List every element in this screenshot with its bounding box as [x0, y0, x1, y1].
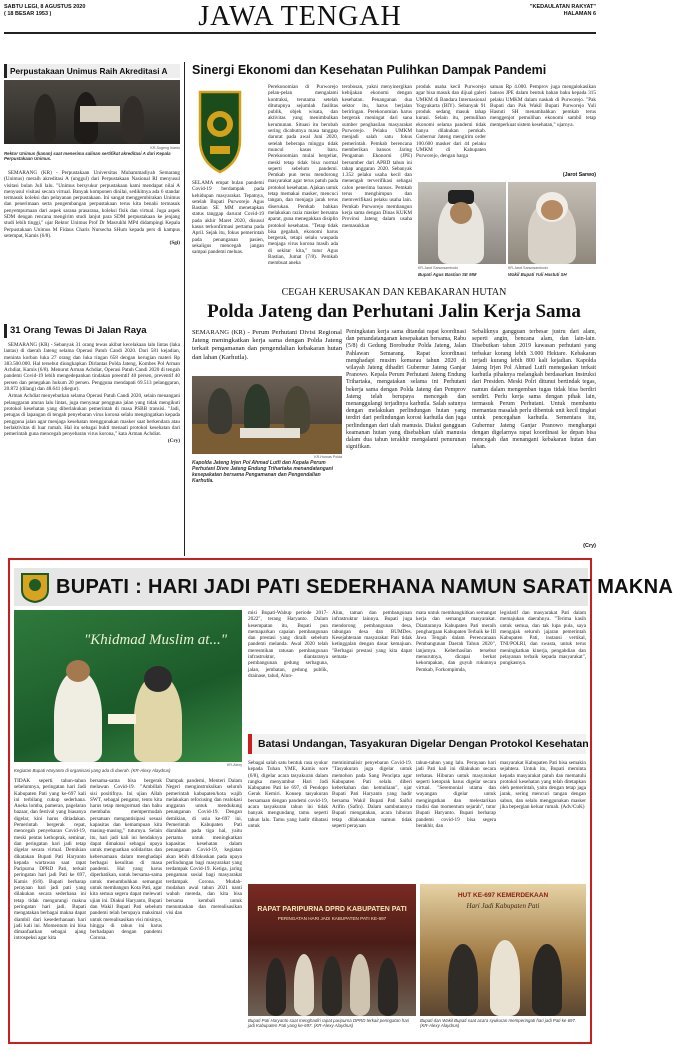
pati-hut-title: HUT KE-697 KEMERDEKAAN — [457, 892, 549, 899]
pati-col-d: misi Bupati-Wabup periode 2017-2022", terang Haryanto. Dalam kesempatan itu, Bupati pun memaparkan capaian pembangunan dan prestasi yang diraih sebelum pandemi melanda. Awal 2020 telah meresmikan ratusan pembangunan infrastruktur, diantaranya pembangunan gedung serbaguna, jalan, jembatan, gedung publik, drainase, talud, Alun- — [248, 610, 328, 679]
purworejo-caption-left: Bupati Agus Bastian SE MM — [418, 272, 477, 277]
pati-col-f: mata untuk membangkitkan semangat kerja dan semangat masyarakat. Diantaranya Kabupaten Pati meraih penghargaan Kabupaten Terbaik ke III Jawa Tengah dalam Perencanaan Pembangunan Daerah Tahun 2020", lanjutnya. Keberhasilan tersebut menurutnya, dicapai berkat kekompakan, dan guyub rukunnya Pemkab, Forkompimda, — [416, 610, 496, 673]
masthead-title: JAWA TENGAH — [198, 1, 402, 32]
purworejo-col4: satuan Rp 4.000. Pemprov juga mengalokasikan bansos JPE dalam bentuk bahan baku kepada 315 pelaku UMKM dalam naskah di Purworejo. "Pak Bupati dan Pak Wakil Bupati Purworejo Yuli Hastuti SH menambahkan pemkab terus menggenjot pemulihan ekonomi sambil tetap memperkuat sistem kesehatan," ujarnya. — [490, 84, 596, 128]
polda-photo — [192, 376, 342, 454]
pati-logo — [18, 570, 52, 604]
pati-banner — [14, 568, 673, 606]
kecelakaan-body: SEMARANG (KR) - Sebanyak 31 orang tewas akibat kecelakaan lalu lintas (laka lantas) di daerah Jateng selama Operasi Patuh Candi 2020. Dari 581 kejadian, meninta korban luka 27 orang dan luka ringan 658 dengan kerugian materi Rp 383.500.000. Hal tersebut diungkapkan Dirlantas Polda Jateng, Kombes Pol Arman Achdiat, Kamis (6/8). Menurut Arman Achdiat, Operasi Patuh Candi 2020 di tengah pandemi Covid-19 lebih mengedepankan tindakan preemtif 40 persen, preventif 40 persen dan penegakan hukum 20 persen. Pengguna mendapati 69.513 pelanggaran, 20.872 (dilang) dan 48.641 (diegur). Arman Achdiat menyebutkan selama Operasi Patuh Candi 2020, selain menangani pelanggaran aturan lalu lintas, juga menyasar pengguna jalan yang tidak mengikuti protokol kesehatan yang diberlakukan pemerintah di masa PSBB transisi. "Jadi, petugas di lapangan di tengah penyebaran virus korona selalu mengingatkan kepada pengguna jalan agar menjaga kesehatan menggunakan masker saat berkendara atau berlaktivitas di luar rumah. Hal itu sebagai bukti menaati protokol kesehatan dari pemerintah guna mencegah penyebaran virus korona," kata Arman Achdiat. (Cry) — [4, 342, 180, 445]
polda-caption: Kapolda Jateng Irjen Pol Ahmad Lutfi dan Kepala Perum Perhutani Divre Jateng Endung Trihartaka menandatangani kesepakatan bersama Pengamanan dan Pengendalian Karhutla. — [192, 460, 334, 484]
purworejo-caption-right: Wakil Bupati Yuli Hastuti SH — [508, 272, 567, 277]
purworejo-credit-right: KR-Jarot Sarwosambodo — [508, 266, 549, 270]
pati-rapat-caption: Bupati Pati Haryanto saat menghadiri rapat paripurna DPRD terkait peringatan hari jadi Kabupaten Pati yang ke-697. (KR-Alexy Alaydrus) — [248, 1018, 410, 1029]
pati-subheading: Batasi Undangan, Tasyakuran Digelar Dengan Protokol Kesehatan — [248, 734, 586, 754]
pati-sub-col2: meminimalisir penyebaran Covid-19. "Tasyakuran juga digelar untuk memohon pada Sang Pencipta agar Kabupaten Pati selalu diberi keberkahan dan kemuliaan", ujar Bupati Pati Haryanto yang hadir bersama Wakil Bupati Pati Saiful Arifin (Safin). Dalam sambutannya Bupati mengatakan, acara hiburan tetap dilaksanakan namun tidak seperti perayaan — [332, 760, 412, 829]
purworejo-credit-left: KR-Jarot Sarwosambodo — [418, 266, 459, 270]
unimus-caption: Rektor Unimus (kanan) saat menerima salinan sertifikat akreditasi A dari Kepala Perpustakaan Unimus. — [4, 151, 171, 162]
polda-credit: KR-Humas Polda — [314, 455, 342, 459]
purworejo-col1: Perekonomian di Purworejo pelan-pelan mengalami kontraksi, terutama setelah ditutupnya sejumlah fasilitas publik, objek wisata, dan aktivitas yang menimbulkan kerumunan. Situasi itu berubah sering dicabutnya masa tanggap darurat pada awal Juni 2020, setelah beberapa minggu tidak muncul kasus baru. Perekonomian mulai bergeliat, meski tetap tidak bisa normal seperti sebelum pandemi. Pemkab pun terus mendorong masyarakat agar terus patuh pada protokol kesehatan. Ajakan untuk tetap memakai masker, mencuci tangan, dan menjaga jarak terus diserukan. Pemkab bahkan melakukan razia masker bersama aparat, guna menegakkan disiplin protokol kesehatan. "Tetap tidak bisa gegabah, ekonomi harus bergerak, tetapi selalu waspada menjaga virus korona masih ada di sekitar kita," tutur Agus Bastian, Jumat (7/8). Pemkab membuat aneka — [268, 84, 338, 267]
masthead-rule — [4, 32, 596, 34]
purworejo-col3: produk usaha kecil Purworejo agar bisa masuk dan dijual galeri UMKM di Bandara Internasional Yogyakarta (BIY). Sebanyak 91 produk sedang masuk tahap kurasi. Selain itu, pemulihan ekonomi selama pandemi tidak hanya dilakukan pemkab. Gubernur Jateng mengirim order 100.600 masker dari 44 pelaku UMKM di Kabupaten Purworejo, dengan harga — [416, 84, 486, 160]
pati-rapat-photo — [248, 884, 416, 1016]
pati-rapat-subtitle: PERINGATAN HARI JADI KABUPATEN PATI KE-697 — [277, 916, 387, 921]
purworejo-sign: (Jarot Sarwo) — [562, 172, 596, 178]
pati-photo-caption: Kegiatan Bupati Haryanto di organisasi yang ada di daerah. (KR-Alexy Alaydrus) — [14, 768, 171, 773]
pati-sub-col4: masyarakat Kabupaten Pati bisa semakin sejahtera. Untuk itu, Bupati meminta kepada masyarakat patuh dan mematuhi protokol kesehatan yang telah ditetapkan oleh pemerintah, yaitu dengan tetap jaga jarak, sering mencuci tangan dengan sabun, dan selalu menggunakan masker jika bepergian keluar rumah. (Adv/CuK) — [500, 760, 586, 811]
masthead-year-code: ( 18 BESAR 1953 ) — [4, 11, 52, 17]
unimus-body: SEMARANG (KR) - Perpustakaan Universitas Muhammadiyah Semarang (Unimus) meraih akreditasi A (unggul) dari Perpustakaan Nasional RI menyusul visitasi bulan Juli lalu. "Unimus bersyukur perpustakaan kami mendapat nilai A menyusul visitasi secara virtual. Banyak komponen dinilai, sedikitnya ada 6 standar termasuk koleksi dan pelayanan perpustakaan. Ini sangat menggembirakan Unimus dan penerimaan serta pengembangan perpustakaan terus kita benahi termasuk penyempurnaan dari aspek sarana prasarana, koleksi fisik dan virtual. Juga aspek SDM dengan rencana mengirim studi lanjut para SDM perpustakaan ke jenjang studi lebih tinggi," ujar Rektor Unimus Prof Dr Masrukhi MPd didampingi Kepala Perpustakaan Unimus M Fidaus Charis Nursecha SHum kepada pers di kampus setempat, Kamis (6/8). (Sgi) — [4, 170, 180, 247]
polda-col2: Sebaliknya gangguan terbesar justru dari alam, seperti angin, bencana alam, dan lain-lain. Disebutkan tahun 2019 kawasan perhutani yang terbakar korang lebih 3.000 Hektare. Kebakaran terjadi kurang lebih 800 kali kejadian. Kapolda Jateng Irjen Pol Ahmad Lutfi menegaskan terkait karhutla pihaknya melangkah berdasarkan Instruksi dari Presiden. Meski Polri ditunut bertindak tegas, namun dalam mengemban tugas tidak bisa berdiri sendiri. Perlu kerja sama dengan pihak lain, termasuk Perum Perhutani. Untuk membantu memantau masalah perlu dibentuk unit kecil tingkat untuk pencegahan karhutla. Sementara itu, Gubernur Jateng Ganjar Pranowo menghargai dengan digelarnya rapat koordinasi ke depan bisa mencegah dan menangani kebakaran hutan dan lahan. — [472, 329, 596, 451]
pati-col-b: bersama-sama bisa bergerak melawan Covid-19. "Ambillah sisi positifnya. Ini ujian Allah SWT, sebagai pengatur, tentu kita harus tetap mengormati dan bahu membahu mempermudah persatuan mengantisipasi sesuai kapasitas dan kemampuan kita masing-masing," tuturnya. Selain itu, hari jadi kali ini hendaknya dapat dimaknai sebagai upaya untuk menguatkan solidaritas dan kebersamaan dalam menghadapi berbagai kesulitan di masa pandemi. Hal yang harus diperhatikan, untuk bersama-sama untuk menumbuhkan semangat untuk membangun Kota Pati, agar kita semua segera dapat melewati ujian ini. Diakui Haryanto, Bupati dan Wakil Bupati Pati sebelum pandemi telah berupaya maksimal untuk merealisasikan visi misinya, hingga di tahun ini harus berhadapan dengan pandemi Corona. — [90, 778, 162, 942]
purworejo-headline: Sinergi Ekonomi dan Kesehatan Pulihkan Dampak Pandemi — [192, 63, 547, 77]
purworejo-wabup-photo — [508, 182, 596, 264]
unimus-photo-credit: KR-Sugeng Irianto — [150, 146, 180, 150]
purworejo-logo — [192, 84, 248, 176]
pati-banner-title: BUPATI : HARI JADI PATI SEDERHANA NAMUN SARAT MAKNA — [56, 576, 673, 598]
unimus-photo — [4, 80, 180, 144]
pati-box — [8, 558, 673, 1044]
pati-col-g: legislatif dan masyarakat Pati dalam memajukan daerahnya. "Terima kasih untuk semua, dan tak lupa pula, saya mengajak seluruh jajaran pemerintah Kabupaten Pati, instansi vertikal, TNI/POLRI, dan swasta, untuk terus meningkatkan kinerja, pengabdian dan pelayanan terbaik kepada masyarakat", pungkasnya. — [500, 610, 586, 667]
pati-hut-subtitle: Hari Jadi Kabupaten Pati — [466, 902, 540, 910]
purworejo-bupati-photo — [418, 182, 506, 264]
pati-photo-text: "Khidmad Muslim at..." — [84, 632, 228, 648]
column-divider — [184, 62, 185, 556]
pati-sub-col3: tahun-tahun yang lalu. Perayaan hari jadi Pati kali ini dilakukan secara terbatas. Hiburan untuk masyarakat seperti ketoprak harus digelar secara virtual. "Seremonial utama dan wayangan digelar untuk mengingatkan dan melestarikan tradisi dan momentum sejarah", tutur Bupati Haryanto. Bupati berharap pandemi covid-19 bisa segera berakhir, dan — [416, 760, 496, 829]
polda-sign: (Cry) — [583, 543, 596, 549]
pati-col-a: TIDAK seperti tahun-tahun sebelumnya, peringatan hari Jadi Kabupaten Pati yang ke-697 kali ini terbilang cukup sederhana. Aneka lomba, pameran, pagelaran bazaar, dan festival yang biasanya digelar, kini harus ditiadakan. Pemerintah bergerak cepat, mencegah penyebaran Covid-19, meski pentas kethoprak, seminar, dan peringatan hari jadi tetap digelar secara virtual. Demikian dikatakan Bupati Pati Haryanto kepada wartawan saat rapat Paripurna DPRD Pati, terkait peringatan hari jadi Pati ke 697, Kamis (6/8). Bupati berharap perayaan hari jadi pati yang dilakukan secara sederhana ini tetap tidak mengurangi makna peringatan hari jadi. Bupati mengatakan berbagai makna dapat diambil dari kesederhanaan hari jadi kali ini. Momentum ini bisa dimanfaatkan sebagai ajang introspeksi agar kita — [14, 778, 86, 942]
polda-col1: Peningkatan kerja sama ditandai rapat koordinasi dan penandatanganan kesepakatan bersama, Rabu (5/8) di Gedung Borobudur Polda Jateng, Jalan Pahlawan Semarang. Rapat koordinasi menghadapi musim kemarau tahun 2020 di wilayah Jateng dihadiri Gubernur Jateng Ganjar Pranowo. Kepala Perum Perhutani Jateng Endung Trihartaka, mengatakan selama ini Perhutani bekerja sama dengan Polda Jateng dan Pemprov Jateng telah berupaya mencegah dan menanggulangi terjadinya karhutla. Salah satunya dengan melakukan perlindungan hutan yang terdiri dari perlindungan korosi karhutla dan juga perlindungan dari ulah manusia. Diakui gangguan keamanan hutan yang disebabkan ulah manusia dalam dua tahun terakhir mengalami penurunan signifikan. — [346, 329, 466, 451]
pati-hut-caption: Bupati dan Wakil Bupati saat acara syukuran memperingati hari jadi Pati ke 697. (KR-Alexy Alaydrus) — [420, 1018, 577, 1029]
kecelakaan-heading: 31 Orang Tewas Di Jalan Raya — [4, 324, 180, 338]
pati-col-c: Dampak pandemi, Menteri Dalam Negeri menginstruksikan seluruh pemerintah kabupaten/kota wajib melakukan refocusing dan realokasi anggaran untuk mendukung penanganan Covid-19. Dengan demikian, di usia ke-697 ini, Pemerintah Kabupaten Pati diarahkan pada tiga hal, yaitu pertama untuk meningkatkan kapasitas kesehatan dalam penanganan Covid-19, kegiatan akan lebih difokuskan pada upaya perlindungan bagi masyarakat yang terdampak Covid-19. Ketiga, jaring pengaman sosial bagi masyarakat terdampak Corona. Mudah-mudahan awal tahun 2021 nanti wabah mereda, dan kita bisa bersama kembali untuk menuntaskan dan merealisasikan visi dan — [166, 778, 242, 917]
pati-col-e: Alun, taman dan pembangunan infrastruktur lainnya. Bupati juga mendorong pembangunan desa, tabungan desa dan BUMDes. Kesejahteraan masyarakat Pati tidak ketinggalan dengan dasar kemajuan. "Berbagai prestasi yang kita dapat semata- — [332, 610, 412, 661]
polda-lead: SEMARANG (KR) - Perum Perhutani Divisi Regional Jateng meningkatkan kerja sama dengan Polda Jateng terkait pengamanan dan pengendalian kebakaran hutan dan lahan (Karhutla). — [192, 329, 342, 361]
masthead-date: SABTU LEGI, 8 AGUSTUS 2020 — [4, 4, 86, 10]
pati-main-photo — [14, 610, 242, 762]
pati-sub-col1: Sebagai salah satu bentuk rasa syukur kepada Tuhan YME, Kamis sore (6/8), digelar acara tasyakuran dalam rangka menyambut Hari Jadi Kabupaten Pati ke 697, di Pendopo Gerak Kemiri. Konsep tasyakuran bersamaan dengan pandemi covid-19, acara tasyakuran tahun ini tidak banyak mengundang tamu seperti tahun lalu. Tamu yang hadir dibatasi untuk — [248, 760, 328, 829]
polda-headline: Polda Jateng dan Perhutani Jalin Kerja Sama — [207, 301, 581, 322]
masthead-slogan: "KEDAULATAN RAKYAT" — [529, 4, 596, 10]
purworejo-lead: SELAMA empat bulan pandemi Covid-19 berdampak pada kehidupan masyarakat. Tepatnya, setelah Bupati Purworejo Agus Bastian SE MM menetapkan status tanggap darurat Covid-19 pada akhir Maret 2020, disusul kasus terkonfirmasi pertama pada April. Sejak itu, fokus pemerintah pada penanganan pasien, sekaligus mencegah jangan sampai pandemi meluas. — [192, 180, 264, 256]
pati-rapat-title: RAPAT PARIPURNA DPRD KABUPATEN PATI — [257, 906, 407, 913]
purworejo-col2: terobosan, yakni menyinergikan kebijakan ekonomi dengan kesehatan. Penanganan dua sektor itu, harus berjalan beriringan. Perekonomian harus bergerak meningat dari sana sumber penghasilan masyarakat Purworejo. Pelaku UMKM menjadi salah satu fokus pemerintah. Pemkab berencana memberikan bansos Jaring Pengaman Ekonomi (JPE) bersumber dari APBD tahun ini tahap anggaran 2020. Sebanyak 1.352 pelaku usaha kecil dan menengah terverifikasi sebagai calon penerima bansos. Pemkab terus menghimpun dan memverifikasi pelaku usaha lain. Pemkab Purworejo membangun kerja sama dengan Dinas KUKM Provinsi Jateng dalam usaha memasukkan — [342, 84, 412, 229]
page-number: HALAMAN 6 — [563, 11, 596, 17]
unimus-heading: Perpustakaan Unimus Raih Akreditasi A — [4, 64, 180, 78]
pati-photo-credit: KR-Alexy — [227, 763, 242, 767]
pati-hut-photo — [420, 884, 586, 1016]
polda-kicker: CEGAH KERUSAKAN DAN KEBAKARAN HUTAN — [281, 287, 507, 298]
